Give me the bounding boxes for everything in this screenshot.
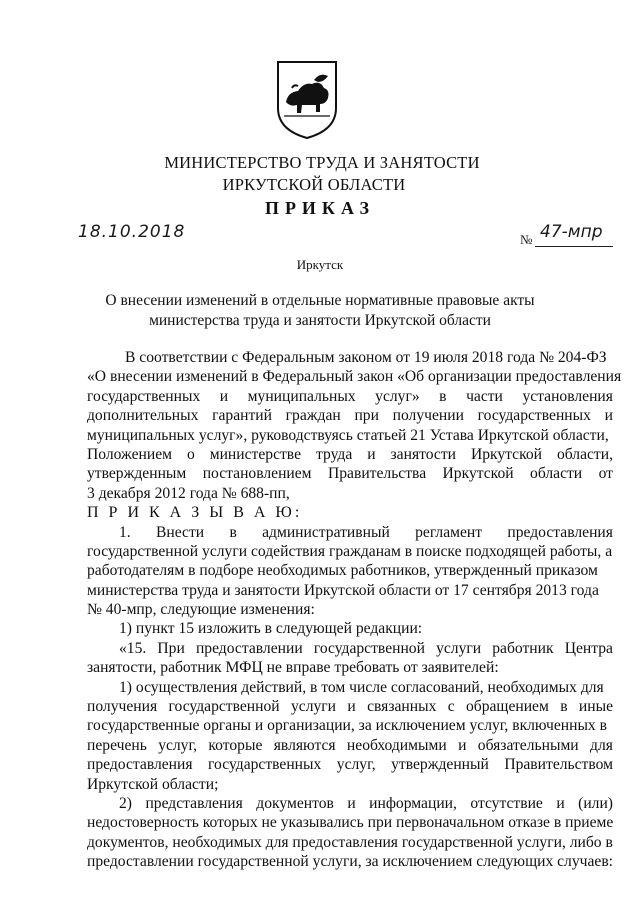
word: гарантий bbox=[212, 407, 272, 425]
word: и bbox=[556, 794, 565, 812]
body-line: Иркутской области; bbox=[87, 775, 219, 793]
word: части bbox=[466, 387, 503, 405]
body-line: государственной услуги содействия гражданам в поиске подходящей работы, а bbox=[87, 542, 613, 560]
word: Иркутской bbox=[470, 445, 543, 463]
word: области, bbox=[556, 445, 613, 463]
body-line: недостоверность которых не указывались при первоначальном отказе в приеме bbox=[87, 814, 614, 832]
ministry-name-line1: МИНИСТЕРСТВО ТРУДА И ЗАНЯТОСТИ bbox=[164, 153, 480, 172]
word: получении bbox=[392, 407, 464, 425]
body-line: министерства труда и занятости Иркутской области от 17 сентября 2013 года bbox=[87, 581, 599, 599]
word: являются bbox=[273, 736, 336, 754]
word: государственных bbox=[208, 756, 322, 774]
body-line-justified bbox=[87, 387, 613, 406]
word: государственной bbox=[168, 698, 280, 716]
word: и bbox=[458, 736, 467, 754]
word: постановлением bbox=[202, 465, 312, 483]
document-type-title: ПРИКАЗ bbox=[264, 198, 376, 218]
number-label: № bbox=[520, 232, 533, 247]
word: услуги bbox=[290, 698, 337, 716]
body-line: муниципальных услуг», руководствуясь статьей 21 Устава Иркутской области, bbox=[87, 426, 609, 444]
order-word: П Р И К А З Ы В А Ю: bbox=[87, 504, 303, 522]
word: обязательными bbox=[477, 736, 579, 754]
body-line: государственные органы и организации, за исключением услуг, включенных в bbox=[87, 717, 607, 735]
body-line-justified bbox=[87, 755, 613, 774]
body-line-justified bbox=[87, 464, 613, 483]
word: необходимыми bbox=[346, 736, 447, 754]
word: Правительством bbox=[504, 756, 613, 774]
word: в bbox=[560, 698, 568, 716]
word: 2) bbox=[119, 794, 132, 812]
word: государственной bbox=[313, 639, 425, 657]
body-line-justified bbox=[87, 697, 613, 716]
word: При bbox=[157, 639, 185, 657]
number-underline bbox=[535, 246, 613, 247]
body-line: предоставлении государственной услуги, за исключением следующих случаев: bbox=[87, 853, 614, 871]
word: государственных bbox=[87, 387, 201, 405]
word: от bbox=[598, 465, 613, 483]
word: Правительства bbox=[327, 465, 427, 483]
word: в bbox=[229, 523, 237, 541]
body-line: 1) осуществления действий, в том числе согласований, необходимых для bbox=[119, 678, 604, 696]
body-line: № 40-мпр, следующие изменения: bbox=[87, 601, 315, 619]
word: предоставлении bbox=[195, 639, 303, 657]
word: занятости bbox=[390, 445, 456, 463]
word: иные bbox=[578, 698, 613, 716]
body-line-justified bbox=[87, 445, 613, 464]
word: дополнительных bbox=[87, 407, 199, 425]
word: связанных bbox=[367, 698, 437, 716]
word: государственных bbox=[477, 407, 591, 425]
word: услуг» bbox=[375, 387, 420, 405]
word: и bbox=[347, 698, 356, 716]
word: для bbox=[590, 736, 613, 754]
handwritten-date: 18.10.2018 bbox=[78, 222, 186, 242]
word: информации, bbox=[369, 794, 457, 812]
word: Иркутской bbox=[442, 465, 514, 483]
body-line: 3 декабря 2012 года № 688-пп, bbox=[87, 484, 290, 502]
body-line: «О внесении изменений в Федеральный закон «Об организации предоставления bbox=[87, 368, 622, 386]
subject-line1: О внесении изменений в отдельные нормативные правовые акты bbox=[105, 292, 535, 309]
word: регламент bbox=[415, 523, 483, 541]
word: и bbox=[604, 407, 613, 425]
body-line-justified bbox=[87, 794, 613, 813]
word: и bbox=[219, 387, 229, 405]
word: представления bbox=[145, 794, 243, 812]
body-line: документов, необходимых для предоставления государственной услуги, либо в bbox=[87, 833, 613, 851]
word: в bbox=[439, 387, 447, 405]
word: Внести bbox=[156, 523, 205, 541]
body-line-justified bbox=[87, 523, 613, 542]
document-body bbox=[87, 348, 622, 872]
body-line: занятости, работник МФЦ не вправе требовать от заявителей: bbox=[87, 659, 499, 677]
word: граждан bbox=[285, 407, 341, 425]
word: при bbox=[354, 407, 379, 425]
word: предоставления bbox=[87, 756, 193, 774]
word: с bbox=[447, 698, 455, 716]
word: предоставления bbox=[507, 523, 613, 541]
word: министерстве bbox=[209, 445, 302, 463]
body-line-justified bbox=[87, 736, 613, 755]
word: работник bbox=[492, 639, 554, 657]
word: услуг, bbox=[158, 736, 198, 754]
word: и bbox=[347, 794, 356, 812]
body-line: работодателям в подборе необходимых работников, утвержденный приказом bbox=[87, 562, 598, 580]
word: услуги bbox=[436, 639, 482, 657]
word: муниципальных bbox=[247, 387, 356, 405]
word: и bbox=[367, 445, 376, 463]
word: административный bbox=[262, 523, 390, 541]
ministry-name-line2: ИРКУТСКОЙ ОБЛАСТИ bbox=[222, 175, 406, 194]
city-label: Иркутск bbox=[296, 257, 344, 272]
body-line: В соответствии с Федеральным законом от 19 июля 2018 года № 204-ФЗ bbox=[125, 349, 607, 366]
subject-line2: министерства труда и занятости Иркутской области bbox=[149, 312, 491, 329]
word: обращением bbox=[465, 698, 549, 716]
word: 1. bbox=[119, 523, 131, 541]
word: Центра bbox=[564, 639, 613, 657]
word: установления bbox=[522, 387, 613, 405]
handwritten-number: 47-мпр bbox=[540, 222, 603, 242]
word: (или) bbox=[578, 794, 613, 812]
word: утвержденным bbox=[87, 465, 187, 483]
word: Положением bbox=[87, 445, 173, 463]
body-line-justified bbox=[87, 406, 613, 425]
word: труда bbox=[315, 445, 353, 463]
word: услуг, bbox=[336, 756, 376, 774]
word: области bbox=[530, 465, 583, 483]
coat-of-arms-icon bbox=[276, 58, 338, 140]
word: «15. bbox=[119, 639, 147, 657]
word: перечень bbox=[87, 736, 147, 754]
word: документов bbox=[256, 794, 334, 812]
word: о bbox=[186, 445, 195, 463]
word: отсутствие bbox=[470, 794, 543, 812]
body-line: 1) пункт 15 изложить в следующей редакции: bbox=[119, 620, 423, 638]
body-line-justified bbox=[87, 639, 613, 658]
word: получения bbox=[87, 698, 158, 716]
word: которые bbox=[208, 736, 263, 754]
word: утвержденный bbox=[391, 756, 489, 774]
